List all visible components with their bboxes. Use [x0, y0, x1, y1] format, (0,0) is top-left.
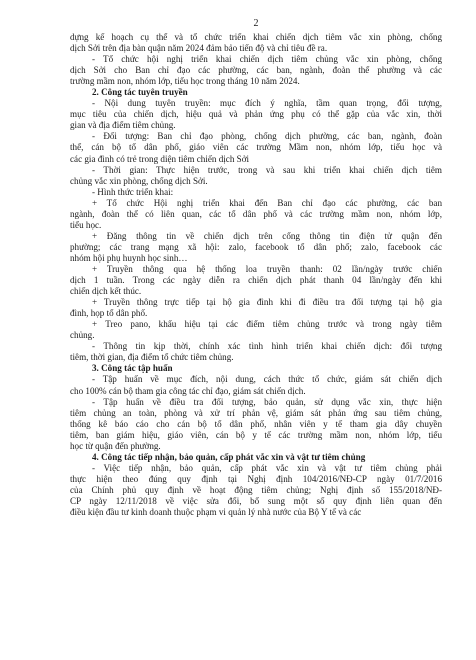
text-line: CP ngày 12/11/2018 về việc sửa đổi, bổ sung một số quy định liên quan đến [70, 495, 442, 506]
section-heading [70, 452, 442, 463]
paragraph [70, 397, 442, 452]
text-line: 2. Công tác tuyên truyền [92, 87, 188, 98]
text-line: thống kê báo cáo cho cán bộ tổ dân phố, nhân viên y tế tham gia dây chuyền [70, 418, 442, 429]
paragraph [70, 98, 442, 131]
text-line: ngành, đoàn thể có liên quan, các tổ dân phố và các trường mầm non, nhóm lớp, [70, 208, 442, 219]
text-line: dịch 1 tuần. Trong các ngày diễn ra chiến dịch phát thanh 04 lần/ngày đến khi [70, 275, 442, 286]
text-line: trường mầm non, nhóm lớp, tiểu học trong tháng 10 năm 2024. [70, 76, 300, 87]
text-line: chủng vắc xin phòng, chống dịch Sởi. [70, 175, 208, 186]
paragraph [70, 463, 442, 518]
paragraph [70, 374, 442, 396]
text-line: gian và địa điểm tiêm chủng. [70, 120, 176, 131]
text-line: - Thời gian: Thực hiện trước, trong và sau khi triển khai chiến dịch tiêm [92, 164, 442, 175]
paragraph [70, 198, 442, 231]
text-line: cho 100% cán bộ tham gia công tác chỉ đạo, giám sát chiến dịch. [70, 385, 306, 396]
text-line: 3. Công tác tập huấn [92, 363, 173, 374]
text-line: tiểu học. [70, 219, 102, 230]
text-line: phường; các trang mạng xã hội: zalo, facebook tổ dân phố; zalo, facebook các [70, 241, 442, 252]
text-line: chiến dịch kết thúc. [70, 286, 142, 297]
text-line: thực hiện theo đúng quy định tại Nghị định 104/2016/NĐ-CP ngày 01/7/2016 [70, 473, 442, 484]
text-line: thể, cán bộ tổ dân phố, giáo viên các trường Mầm non, nhóm lớp, tiểu học và [70, 142, 442, 153]
paragraph [70, 131, 442, 164]
text-line: + Truyền thông qua hệ thống loa truyền thanh: 02 lần/ngày trước chiến [92, 263, 442, 274]
paragraph [70, 54, 442, 87]
text-line: + Tổ chức Hội nghị triển khai đến Ban chỉ đạo các phường, các ban [92, 197, 442, 208]
text-line: - Thông tin kịp thời, chính xác tình hình triển khai chiến dịch: đối tượng [92, 341, 442, 352]
document-body [70, 32, 442, 518]
paragraph [70, 32, 442, 54]
text-line: tiêm chủng an toàn, phòng và xử trí phản vệ, giám sát phản ứng sau tiêm chủng, [70, 407, 442, 418]
paragraph [70, 341, 442, 363]
text-line: + Truyền thông trực tiếp tại hộ gia đình khi đi điều tra đối tượng tại hộ gia [92, 297, 442, 308]
text-line: của Chính phủ quy định về hoạt động tiêm chủng; Nghị định số 155/2018/NĐ- [70, 484, 442, 495]
text-line: - Đối tượng: Ban chỉ đạo phòng, chống dịch phường, các ban, ngành, đoàn [92, 131, 442, 142]
paragraph [70, 264, 442, 297]
text-line: - Tập huấn về điều tra đối tượng, bảo quản, sử dụng vắc xin, thực hiện [92, 396, 442, 407]
text-line: + Treo pano, khẩu hiệu tại các điểm tiêm chủng trước và trong ngày tiêm [92, 319, 442, 330]
paragraph [70, 319, 442, 341]
text-line: - Tập huấn về mục đích, nội dung, cách thức tổ chức, giám sát chiến dịch [92, 374, 442, 385]
paragraph [70, 297, 442, 319]
text-line: tiêm, thời gian, địa điểm tổ chức tiêm chủng. [70, 352, 234, 363]
text-line: - Hình thức triển khai: [92, 186, 174, 197]
paragraph [70, 231, 442, 264]
text-line: các gia đình có trẻ trong diện tiêm chiến dịch Sởi [70, 153, 250, 164]
text-line: - Nội dung tuyên truyền: mục đích ý nghĩa, tầm quan trọng, đối tượng, [92, 98, 442, 109]
text-line: tiêm, ban giám hiệu, giáo viên, cán bộ y tế các trường mầm non, nhóm lớp, tiểu [70, 429, 442, 440]
text-line: dựng kế hoạch cụ thể và tổ chức triển khai chiến dịch tiêm vắc xin phòng, chống [70, 32, 442, 42]
text-line: - Tổ chức hội nghị triển khai chiến dịch tiêm chủng vắc xin phòng, chống [92, 54, 442, 65]
text-line: học từ quận đến phường. [70, 440, 161, 451]
text-line: mục tiêu của chiến dịch, hiệu quả và phản ứng phụ có thể gặp của vắc xin, thời [70, 109, 442, 120]
text-line: 4. Công tác tiếp nhận, bảo quản, cấp phát vắc xin và vật tư tiêm chủng [92, 451, 366, 462]
text-line: dịch Sởi cho Ban chỉ đạo các phường, các ban, ngành, đoàn thể phường và các [70, 65, 442, 76]
text-line: điều kiện đầu tư kinh doanh thuộc phạm vi quản lý nhà nước của Bộ Y tế và các [70, 507, 362, 518]
text-line: nhóm hội phụ huynh học sinh… [70, 252, 188, 263]
page-number: 2 [253, 18, 259, 29]
section-heading [70, 87, 442, 98]
paragraph [70, 187, 442, 198]
text-line: chủng. [70, 330, 95, 341]
text-line: dịch Sởi trên địa bàn quận năm 2024 đảm bảo tiến độ và chỉ tiêu đề ra. [70, 43, 328, 54]
text-line: - Việc tiếp nhận, bảo quản, cấp phát vắc xin và vật tư tiêm chủng phải [92, 462, 442, 473]
text-line: + Đăng thông tin về chiến dịch trên cổng thông tin điện tử quận đến [92, 230, 442, 241]
text-line: đình, họp tổ dân phố. [70, 308, 148, 319]
paragraph [70, 165, 442, 187]
section-heading [70, 363, 442, 374]
